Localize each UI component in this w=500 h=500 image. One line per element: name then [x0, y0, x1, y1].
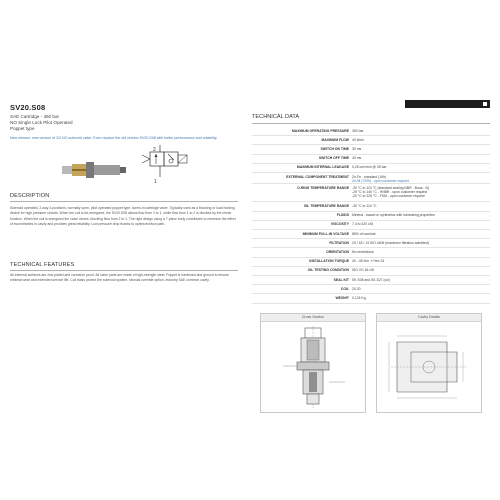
spec-row [252, 230, 490, 239]
subtitle-line: SAE Cartridge - 350 bar [10, 114, 60, 119]
spec-value: 40 - 45 Nm ↗ Hex 24 [352, 259, 385, 264]
coil-link[interactable]: 20.20 [352, 286, 361, 291]
spec-value: 0,124 Kg [352, 295, 366, 300]
spec-value-line: -20 °C to 225 °C - FKM - upon customer request [352, 194, 425, 199]
spec-row [252, 248, 490, 257]
spec-row [252, 285, 490, 294]
spec-row [252, 239, 490, 248]
features-title: TECHNICAL FEATURES [10, 262, 75, 268]
spec-value: Mineral - based or synthetics with lubricating properties [352, 213, 435, 218]
spec-value: 0,25 cm³/min @ 35 bar [352, 165, 387, 170]
toolbar-strip [405, 100, 490, 108]
port-label-1: 1 [154, 179, 157, 185]
subtitle-line: Poppet type [10, 126, 35, 131]
spec-value [352, 175, 409, 183]
spec-label: FILTRATION [329, 240, 349, 245]
divider [252, 123, 490, 124]
spec-row [252, 155, 490, 164]
spec-value: 85% of nominal [352, 231, 376, 236]
spec-value: 40 ms [352, 156, 362, 161]
spec-value: 40 l/min [352, 137, 364, 142]
spec-value: 20 / 18 / 13 ISO 4406 (maximum filtration admitted) [352, 240, 429, 245]
spec-label: SEAL KIT [333, 277, 349, 282]
spec-value-line: -30 °C to 110 °C (standard sealing NBR - Buna - N) [352, 186, 430, 191]
cavity-drawing [377, 322, 481, 412]
spec-value: 7,4 to 420 cSt [352, 222, 373, 227]
spec-label: SWITCH OFF TIME [318, 156, 349, 161]
spec-label: INSTALLATION TORQUE [309, 259, 349, 264]
spec-label: ORIENTATION [326, 249, 349, 254]
spec-label: VISCOSITY [330, 222, 349, 227]
spec-value: -30 °C to 110 °C [352, 204, 377, 209]
spec-row [252, 294, 490, 303]
spec-row [252, 276, 490, 285]
window-control-icon[interactable] [483, 102, 487, 106]
spec-row [252, 145, 490, 154]
spec-value: ISO VG 46 cSt [352, 268, 375, 273]
spec-label: MAXIMUM INTERNAL LEAKAGE [296, 165, 349, 170]
divider [10, 270, 238, 271]
spec-row [252, 212, 490, 221]
spec-row [252, 184, 490, 202]
spec-label: MAXIMUM FLOW [321, 137, 349, 142]
spec-value: SK.S08 and SK.S27 (ccl) [352, 277, 390, 282]
spec-label: O-RING TEMPERATURE RANGE [297, 186, 349, 191]
cross-section-drawing [261, 322, 365, 412]
cavity-details-title: Cavity Details [377, 314, 481, 322]
features-text: All external surfaces are zinc plated and corrosion proof. All valve parts are made of high-strength steel. Poppet is hardened and ground to ensure minimal wear and extended service life. Coil basis protect the solenoid system. Manual override option. Industry SAE common cavity. [10, 273, 229, 283]
spec-value-line: -25 °C to 140 °C - HNBR - upon customer request [352, 190, 428, 195]
port-label-2: 2 [153, 147, 156, 153]
cross-section-panel [260, 313, 366, 413]
cavity-details-panel [376, 313, 482, 413]
spec-label: MAXIMUM OPERATING PRESSURE [291, 128, 349, 133]
spec-value: 30 ms [352, 146, 362, 151]
spec-value [352, 186, 429, 199]
spec-label: OIL TEMPERATURE RANGE [303, 204, 349, 209]
spec-label: EXTERNAL COMPONENT TREATMENT [286, 174, 349, 179]
spec-row [252, 173, 490, 185]
divider [10, 201, 238, 202]
release-note: New release: new version of 2/2 NO solenoid valve. Even replace the old version SV20.S08 with better performance and reliability. [10, 136, 218, 140]
spec-row [252, 221, 490, 230]
spec-label: COIL [340, 286, 349, 291]
spec-row [252, 136, 490, 145]
spec-row [252, 202, 490, 211]
description-text: Solenoid operated, 2-way 2-positions, normally open, pilot operated poppet type, screw-in cartridge valve. Typically used as a blocking or load holding device for high pressure circuits. When the coil is de-energized, the SV20.S08 allows flow from 2 to 1, while flow from 1 to 2 is blocked by the check function. When the coil is energized the valve closes, blocking flow from 2 to 1. The rigid design using a 7-piece body contributes to minimize the effect of eccentricities in cavity and provides great reliability. Low pressure drop thanks to optimized flow path. [10, 206, 236, 227]
spec-row [252, 258, 490, 267]
spec-value-line: Zn-Fe - standard (16h) [352, 174, 387, 179]
spec-value: 350 bar [352, 128, 364, 133]
spec-row [252, 127, 490, 136]
subtitle-line: NO Single Lock Pilot Operated [10, 120, 73, 125]
spec-table [252, 127, 490, 304]
hydraulic-symbol [140, 143, 208, 185]
spec-label: SWITCH ON TIME [320, 146, 349, 151]
technical-data-title: TECHNICAL DATA [252, 114, 300, 120]
description-title: DESCRIPTION [10, 193, 50, 199]
model-title: SV20.S08 [10, 103, 46, 112]
valve-product-image [58, 152, 128, 186]
spec-row [252, 164, 490, 173]
spec-label: FLUIDS [336, 213, 349, 218]
cross-section-title: Cross Section [261, 314, 365, 322]
spec-row [252, 267, 490, 276]
spec-value: No restrictions [352, 249, 374, 254]
spec-label: WEIGHT [335, 295, 349, 300]
spec-label: OIL TESTING CONDITION [307, 268, 349, 273]
spec-value-line: Zn-Ni (720h) - upon customer request [352, 178, 409, 183]
spec-label: MINIMUM PULL-IN VOLTAGE [302, 231, 349, 236]
